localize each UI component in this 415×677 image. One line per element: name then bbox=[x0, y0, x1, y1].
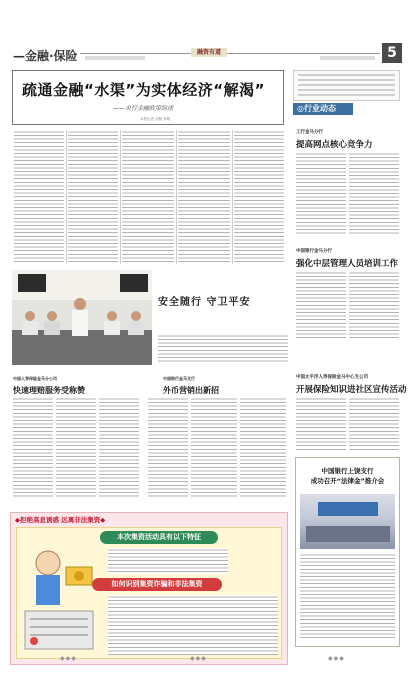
feature-list bbox=[108, 548, 228, 574]
photo-story-title-1: 中国银行上饶支行 bbox=[321, 467, 374, 475]
bank-staff-photo bbox=[12, 270, 152, 365]
industry-news-label: ◎行业动态 bbox=[293, 103, 353, 115]
page-number: 5 bbox=[382, 43, 402, 63]
article-title: 快速理赔服务受称赞 bbox=[13, 386, 85, 395]
lead-body-column-1 bbox=[14, 130, 64, 264]
story-body bbox=[349, 397, 399, 451]
identify-pill: 如何识别集资诈骗和非法集资 bbox=[92, 578, 222, 591]
lead-body-column-5 bbox=[234, 130, 284, 264]
masthead-logo: 融资有道 bbox=[191, 48, 227, 57]
section-title: —金融·保险 bbox=[13, 49, 78, 63]
header-meta-left bbox=[85, 56, 145, 60]
photo-story-title-2: 成功召开“法律金”推介会 bbox=[310, 477, 385, 485]
story-source: 工行金马分行 bbox=[296, 130, 323, 135]
story-body bbox=[296, 397, 346, 451]
lead-subhead: ——央行金融政策综述 bbox=[113, 105, 174, 112]
article-source: 中国银行金马支行 bbox=[163, 376, 195, 381]
photo-story-body bbox=[300, 553, 395, 641]
column-rule bbox=[120, 130, 121, 264]
story-title: 提高网点核心竞争力 bbox=[296, 140, 373, 150]
story-body bbox=[296, 152, 346, 234]
anti-fraud-header: ◆拒绝高息诱惑 远离非法集资◆ bbox=[15, 516, 106, 524]
banner-caption bbox=[158, 334, 288, 364]
story-source: 中国银行金马分行 bbox=[296, 249, 332, 254]
article-body bbox=[240, 397, 286, 497]
story-body bbox=[296, 271, 346, 341]
column-rule bbox=[66, 130, 67, 264]
column-rule bbox=[176, 130, 177, 264]
meeting-photo bbox=[300, 494, 395, 549]
lead-byline: 本报记者 刘磊 李明 bbox=[140, 117, 171, 121]
article-body bbox=[99, 397, 139, 497]
header-meta-right bbox=[320, 56, 375, 60]
lead-body-column-4 bbox=[178, 130, 230, 264]
story-source: 中国太平洋人寿保险金马中心支公司 bbox=[296, 375, 368, 380]
article-body bbox=[13, 397, 53, 497]
banner-title: 安全随行 守卫平安 bbox=[158, 297, 251, 308]
header-rule bbox=[80, 53, 380, 54]
article-body bbox=[148, 397, 188, 497]
article-body bbox=[191, 397, 237, 497]
cartoon-illustration bbox=[20, 545, 100, 655]
notice-box bbox=[293, 70, 400, 101]
story-title: 开展保险知识进社区宣传活动 bbox=[296, 385, 407, 395]
story-title: 强化中层管理人员培训工作 bbox=[296, 259, 399, 269]
footer-ornament: ◆◆◆ bbox=[60, 655, 77, 662]
lead-headline: 疏通金融“水渠”为实体经济“解渴” bbox=[22, 81, 265, 99]
story-body bbox=[349, 152, 399, 234]
footer-ornament: ◆◆◆ bbox=[190, 655, 207, 662]
article-title: 外币营销出新招 bbox=[163, 386, 219, 395]
lead-body-column-3 bbox=[122, 130, 174, 264]
article-source: 中国人寿保险金马分公司 bbox=[13, 376, 57, 381]
identify-list bbox=[108, 595, 278, 655]
feature-pill: 本次集资活动具有以下特征 bbox=[100, 531, 218, 544]
lead-body-column-2 bbox=[68, 130, 118, 264]
article-body bbox=[56, 397, 96, 497]
story-body bbox=[349, 271, 399, 341]
footer-ornament: ◆◆◆ bbox=[328, 655, 345, 662]
column-rule bbox=[232, 130, 233, 264]
